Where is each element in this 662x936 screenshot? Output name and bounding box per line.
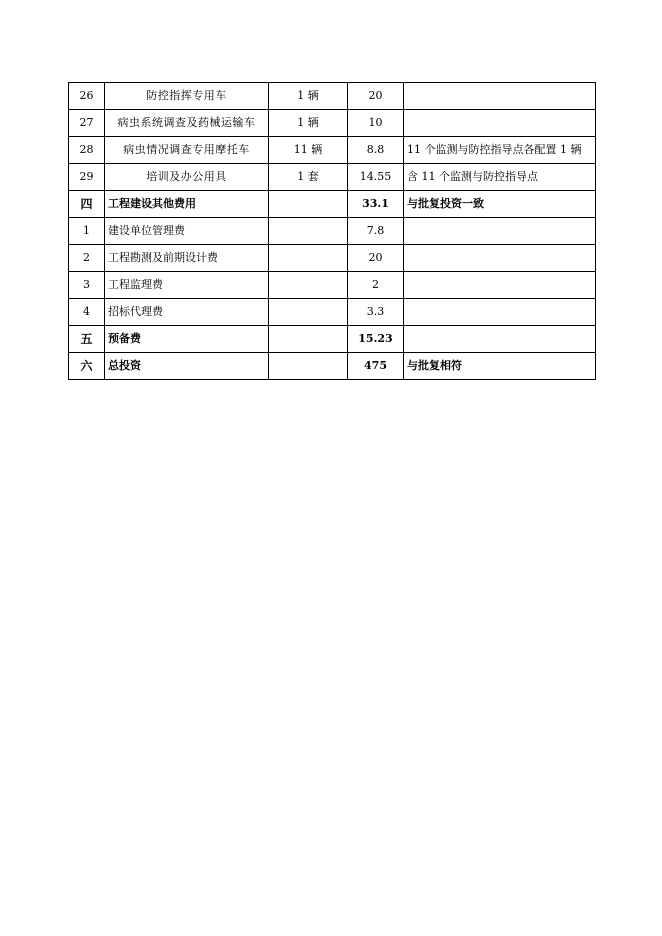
quantity-cell: 11 辆	[269, 137, 348, 164]
amount-cell: 3.3	[348, 299, 404, 326]
note-cell: 与批复投资一致	[404, 191, 596, 218]
row-number-cell: 27	[69, 110, 105, 137]
note-cell	[404, 83, 596, 110]
table-row	[69, 83, 596, 110]
note-cell	[404, 110, 596, 137]
budget-table	[68, 82, 596, 380]
amount-cell: 10	[348, 110, 404, 137]
item-name-cell: 病虫系统调查及药械运输车	[105, 110, 269, 137]
amount-cell: 475	[348, 353, 404, 380]
table-row	[69, 110, 596, 137]
quantity-cell: 1 辆	[269, 83, 348, 110]
row-number-cell: 29	[69, 164, 105, 191]
note-cell	[404, 245, 596, 272]
quantity-cell	[269, 272, 348, 299]
quantity-cell	[269, 299, 348, 326]
item-name-cell: 培训及办公用具	[105, 164, 269, 191]
row-number-cell: 四	[69, 191, 105, 218]
quantity-cell	[269, 353, 348, 380]
item-name-cell: 招标代理费	[105, 299, 269, 326]
quantity-cell: 1 套	[269, 164, 348, 191]
table-row	[69, 326, 596, 353]
amount-cell: 20	[348, 245, 404, 272]
table-row	[69, 272, 596, 299]
amount-cell: 8.8	[348, 137, 404, 164]
note-cell: 含 11 个监测与防控指导点	[404, 164, 596, 191]
item-name-cell: 病虫情况调查专用摩托车	[105, 137, 269, 164]
table-row	[69, 164, 596, 191]
table-row	[69, 299, 596, 326]
quantity-cell	[269, 218, 348, 245]
note-cell: 与批复相符	[404, 353, 596, 380]
table-row	[69, 137, 596, 164]
note-cell	[404, 326, 596, 353]
note-cell	[404, 272, 596, 299]
row-number-cell: 28	[69, 137, 105, 164]
amount-cell: 20	[348, 83, 404, 110]
table-row	[69, 191, 596, 218]
note-cell	[404, 299, 596, 326]
amount-cell: 2	[348, 272, 404, 299]
row-number-cell: 六	[69, 353, 105, 380]
row-number-cell: 2	[69, 245, 105, 272]
table-row	[69, 245, 596, 272]
amount-cell: 14.55	[348, 164, 404, 191]
budget-table-body	[69, 83, 596, 380]
item-name-cell: 总投资	[105, 353, 269, 380]
row-number-cell: 4	[69, 299, 105, 326]
row-number-cell: 五	[69, 326, 105, 353]
item-name-cell: 防控指挥专用车	[105, 83, 269, 110]
item-name-cell: 工程建设其他费用	[105, 191, 269, 218]
table-row	[69, 218, 596, 245]
item-name-cell: 建设单位管理费	[105, 218, 269, 245]
item-name-cell: 工程监理费	[105, 272, 269, 299]
quantity-cell	[269, 326, 348, 353]
item-name-cell: 工程勘测及前期设计费	[105, 245, 269, 272]
row-number-cell: 1	[69, 218, 105, 245]
amount-cell: 33.1	[348, 191, 404, 218]
quantity-cell: 1 辆	[269, 110, 348, 137]
table-row	[69, 353, 596, 380]
quantity-cell	[269, 245, 348, 272]
quantity-cell	[269, 191, 348, 218]
amount-cell: 15.23	[348, 326, 404, 353]
row-number-cell: 26	[69, 83, 105, 110]
item-name-cell: 预备费	[105, 326, 269, 353]
amount-cell: 7.8	[348, 218, 404, 245]
row-number-cell: 3	[69, 272, 105, 299]
note-cell	[404, 218, 596, 245]
note-cell: 11 个监测与防控指导点各配置 1 辆	[404, 137, 596, 164]
